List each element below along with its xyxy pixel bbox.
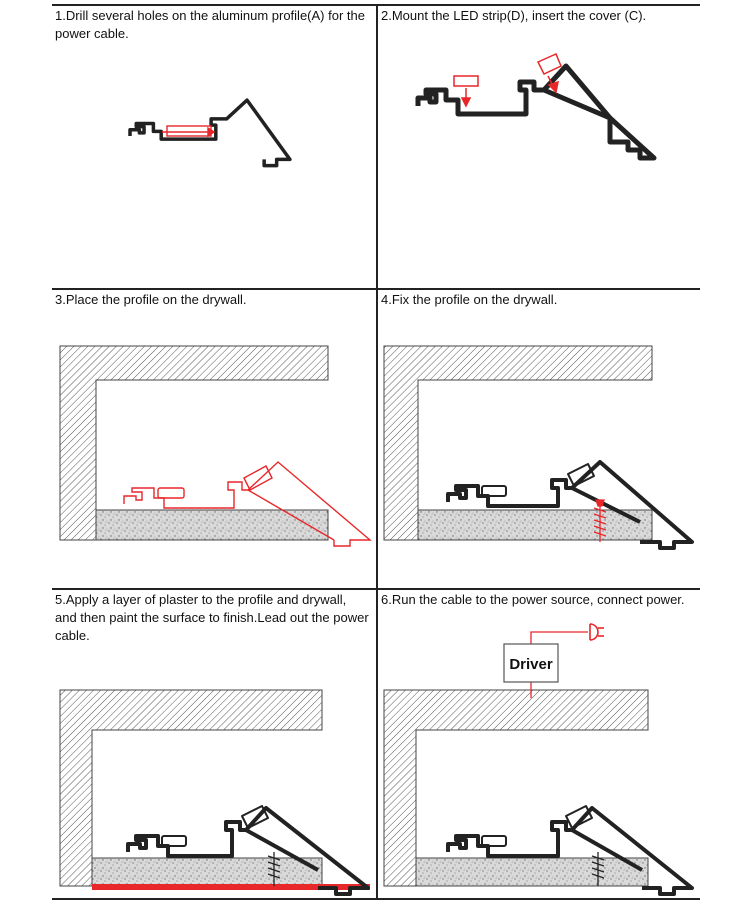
drywall [96,510,328,540]
step-1-caption: 1.Drill several holes on the aluminum profile(A) for the power cable. [55,8,365,41]
step-6-diagram [378,590,698,896]
driver-box [504,644,558,682]
step-3-caption: 3.Place the profile on the drywall. [55,292,247,307]
grid-divider-bottom [52,898,700,900]
step-2-caption: 2.Mount the LED strip(D), insert the cover (C). [381,8,647,23]
step-3-panel [52,290,372,582]
step-2-panel [378,6,698,298]
instruction-grid [52,4,700,900]
driver-label: Driver [509,656,553,673]
drill-holes [162,126,214,136]
arrow-down-icon [462,98,470,106]
step-6-caption: 6.Run the cable to the power source, connect power. [381,592,685,607]
step-4-diagram [378,290,698,582]
plug-icon [590,624,604,640]
step-2-diagram [378,6,698,288]
step-6-panel [378,590,698,896]
step-5-caption: 5.Apply a layer of plaster to the profile and drywall, and then paint the surface to finish.Lead out the power cable. [55,592,369,643]
drywall [92,858,322,886]
led-strip [454,54,561,106]
step-4-caption: 4.Fix the profile on the drywall. [381,292,558,307]
drywall [416,858,648,886]
step-3-diagram [52,290,372,582]
step-4-panel [378,290,698,582]
drywall [418,510,652,540]
step-1-panel [52,6,372,298]
step-5-panel [52,590,372,896]
step-1-diagram [52,6,372,288]
step-5-diagram [52,590,372,896]
